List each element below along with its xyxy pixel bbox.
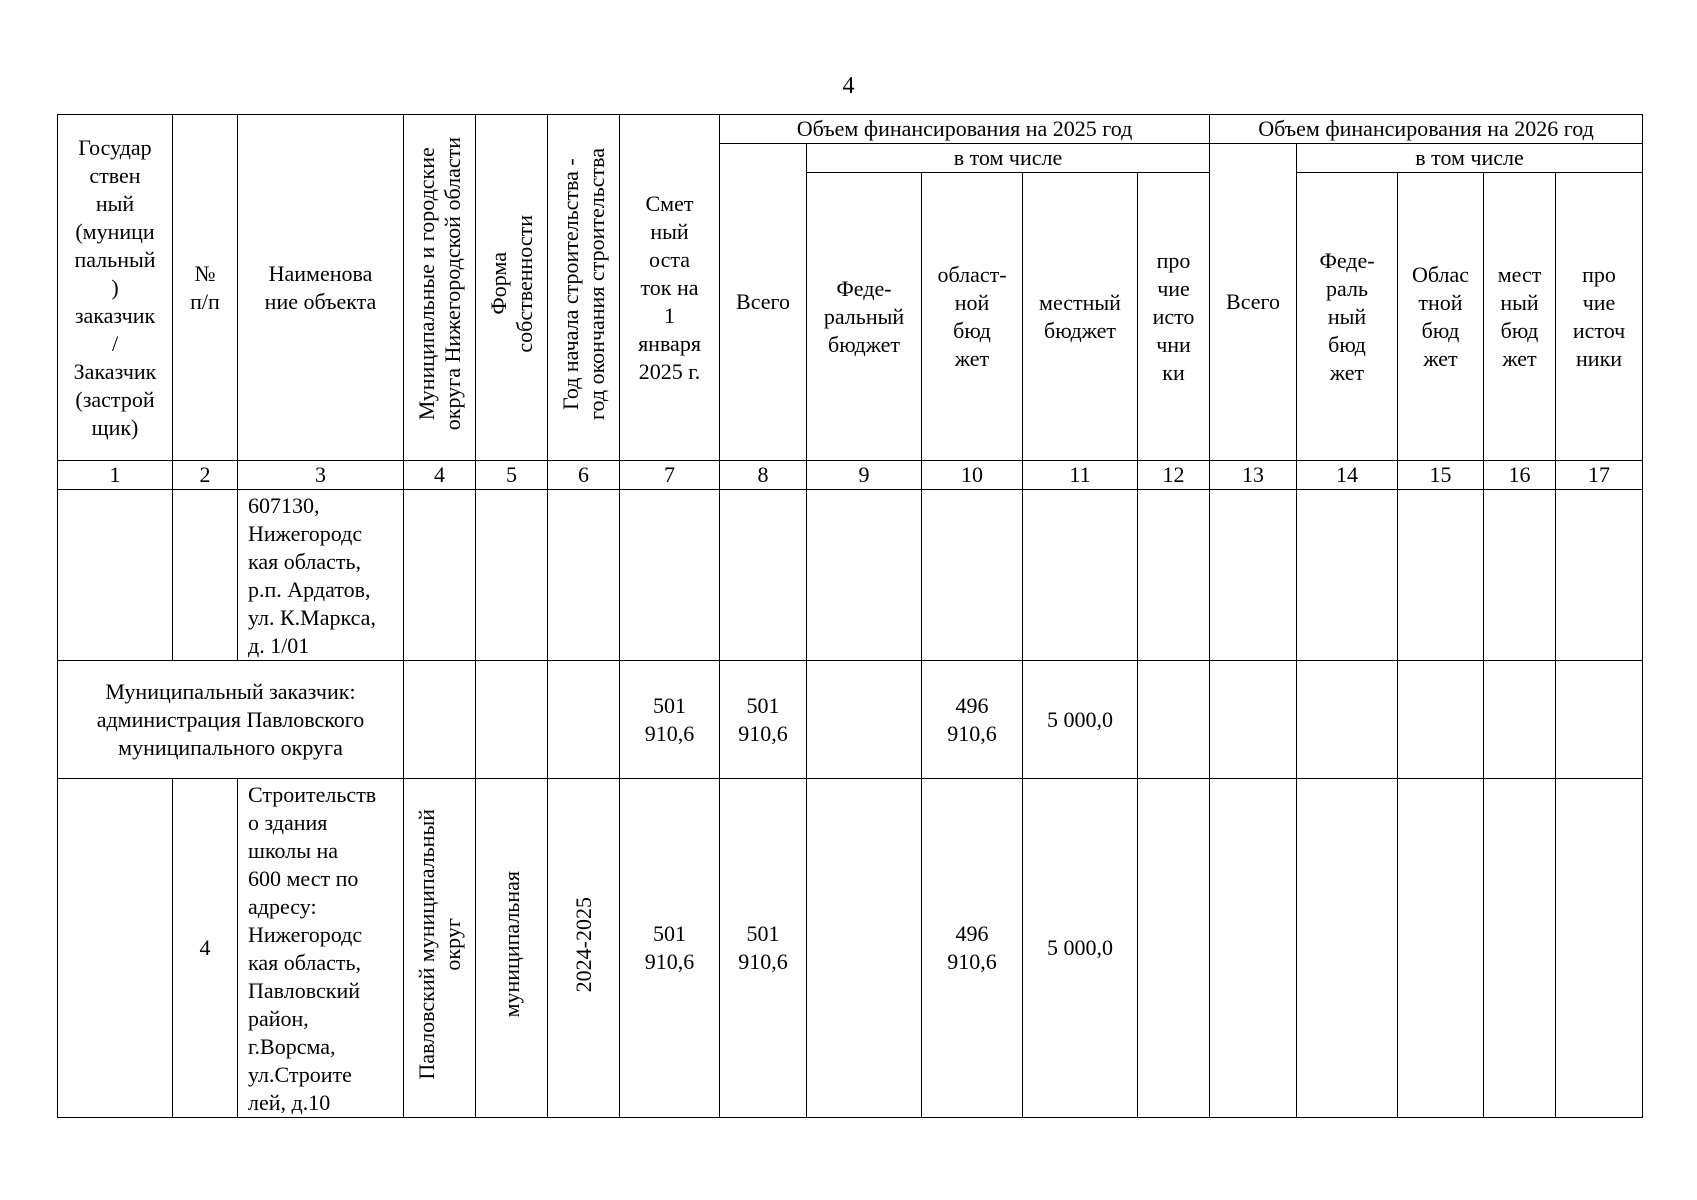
header-regional-2026: Облас тной бюд жет <box>1398 173 1484 461</box>
cell-empty <box>720 490 807 661</box>
column-number: 12 <box>1138 461 1210 490</box>
item-years <box>548 779 620 1118</box>
header-estimate: Смет ный оста ток на 1 января 2025 г. <box>620 115 720 461</box>
customer-row <box>58 661 1643 779</box>
header-other-2026: про чие источ ники <box>1556 173 1643 461</box>
column-number: 3 <box>238 461 404 490</box>
header-years-text: Год начала строительства - год окончания строительства <box>557 148 609 420</box>
header-object-name: Наименова ние объекта <box>238 115 404 461</box>
cell-empty <box>807 490 922 661</box>
continuation-object-name: 607130, Нижегородс кая область, р.п. Ардатов, ул. К.Маркса, д. 1/01 <box>238 490 404 661</box>
cell-empty <box>1484 779 1556 1118</box>
column-number: 1 <box>58 461 173 490</box>
customer-name: Муниципальный заказчик: администрация Павловского муниципального округа <box>58 661 404 779</box>
column-number: 14 <box>1297 461 1398 490</box>
header-district <box>404 115 476 461</box>
header-regional-2025: област- ной бюд жет <box>922 173 1023 461</box>
column-number: 2 <box>173 461 238 490</box>
header-customer: Государ ствен ный (муници пальный ) заказчик / Заказчик (застрой щик) <box>58 115 173 461</box>
cell-empty <box>1556 779 1643 1118</box>
item-ownership <box>476 779 548 1118</box>
header-federal-2026: Феде- раль ный бюд жет <box>1297 173 1398 461</box>
cell-empty <box>173 490 238 661</box>
column-number: 16 <box>1484 461 1556 490</box>
header-ownership <box>476 115 548 461</box>
item-object-name: Строительств о здания школы на 600 мест по адресу: Нижегородс кая область, Павловский район, г.Ворсма, ул.Строите лей, д.10 <box>238 779 404 1118</box>
header-district-text: Муниципальные и городские округа Нижегородской области <box>413 137 465 431</box>
item-years-text: 2024-2025 <box>570 896 596 993</box>
cell-empty <box>1297 779 1398 1118</box>
header-years <box>548 115 620 461</box>
column-number: 10 <box>922 461 1023 490</box>
cell-empty <box>476 661 548 779</box>
cell-empty <box>1398 490 1484 661</box>
cell-empty <box>620 490 720 661</box>
header-financing-2025: Объем финансирования на 2025 год <box>720 115 1210 144</box>
cell-empty <box>1484 661 1556 779</box>
header-including-2026: в том числе <box>1297 144 1643 173</box>
header-including-2025: в том числе <box>807 144 1210 173</box>
column-number: 9 <box>807 461 922 490</box>
column-number: 8 <box>720 461 807 490</box>
cell-empty <box>807 779 922 1118</box>
cell-empty <box>548 661 620 779</box>
header-local-2026: мест ный бюд жет <box>1484 173 1556 461</box>
cell-empty <box>1398 779 1484 1118</box>
cell-empty <box>58 779 173 1118</box>
cell-empty <box>548 490 620 661</box>
item-number: 4 <box>173 779 238 1118</box>
header-ownership-text: Форма собственности <box>485 215 537 353</box>
cell-empty <box>1297 490 1398 661</box>
financing-table <box>57 114 1643 1118</box>
cell-empty <box>1138 490 1210 661</box>
column-number: 15 <box>1398 461 1484 490</box>
cell-empty <box>1210 779 1297 1118</box>
continuation-row <box>58 490 1643 661</box>
column-number: 17 <box>1556 461 1643 490</box>
item-district-text: Павловский муниципальный округ <box>413 809 465 1080</box>
cell-empty <box>1484 490 1556 661</box>
page-number: 4 <box>842 73 855 99</box>
cell-empty <box>404 490 476 661</box>
header-financing-2026: Объем финансирования на 2026 год <box>1210 115 1643 144</box>
item-regional-2025: 496 910,6 <box>922 779 1023 1118</box>
cell-empty <box>1556 661 1643 779</box>
column-number: 13 <box>1210 461 1297 490</box>
item-district <box>404 779 476 1118</box>
cell-empty <box>807 661 922 779</box>
column-number: 7 <box>620 461 720 490</box>
header-item-number: № п/п <box>173 115 238 461</box>
customer-local-2025: 5 000,0 <box>1023 661 1138 779</box>
cell-empty <box>404 661 476 779</box>
cell-empty <box>476 490 548 661</box>
cell-empty <box>58 490 173 661</box>
column-number: 6 <box>548 461 620 490</box>
cell-empty <box>1297 661 1398 779</box>
cell-empty <box>1556 490 1643 661</box>
column-number: 5 <box>476 461 548 490</box>
item-ownership-text: муниципальная <box>498 871 524 1018</box>
header-total-2026: Всего <box>1210 144 1297 461</box>
item-estimate: 501 910,6 <box>620 779 720 1118</box>
header-local-2025: местный бюджет <box>1023 173 1138 461</box>
column-number: 11 <box>1023 461 1138 490</box>
customer-estimate: 501 910,6 <box>620 661 720 779</box>
cell-empty <box>1138 661 1210 779</box>
cell-empty <box>922 490 1023 661</box>
cell-empty <box>1398 661 1484 779</box>
header-other-2025: про чие исто чни ки <box>1138 173 1210 461</box>
header-total-2025: Всего <box>720 144 807 461</box>
header-federal-2025: Феде- ральный бюджет <box>807 173 922 461</box>
item-total-2025: 501 910,6 <box>720 779 807 1118</box>
cell-empty <box>1138 779 1210 1118</box>
column-numbers-row <box>58 461 1643 490</box>
column-number: 4 <box>404 461 476 490</box>
customer-total-2025: 501 910,6 <box>720 661 807 779</box>
cell-empty <box>1210 661 1297 779</box>
item-row <box>58 779 1643 1118</box>
item-local-2025: 5 000,0 <box>1023 779 1138 1118</box>
cell-empty <box>1023 490 1138 661</box>
cell-empty <box>1210 490 1297 661</box>
customer-regional-2025: 496 910,6 <box>922 661 1023 779</box>
